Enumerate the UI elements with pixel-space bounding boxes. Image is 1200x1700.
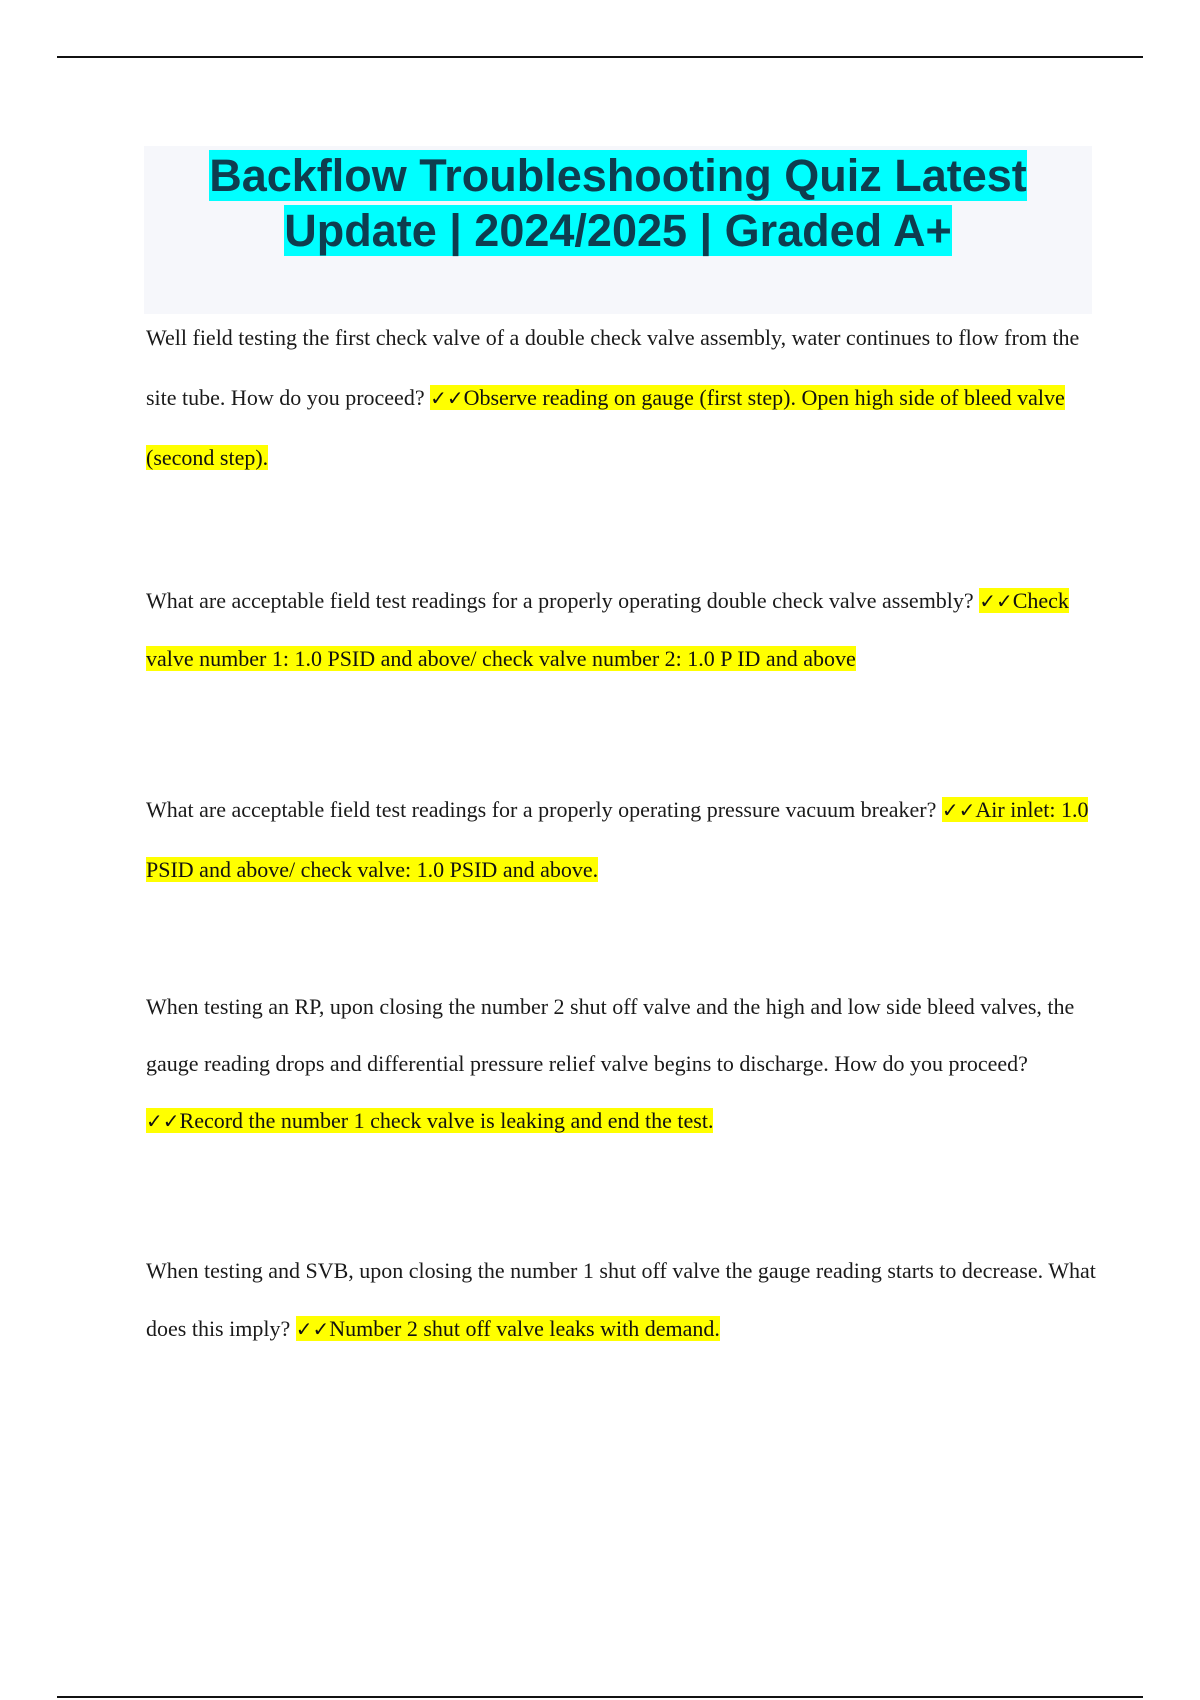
title-block <box>144 146 1092 314</box>
header-rule <box>57 56 1143 58</box>
check-mark-icon: ✓✓ <box>430 386 464 410</box>
answer-highlight <box>296 1316 720 1341</box>
document-title <box>144 146 1092 258</box>
question-text: Well field testing the first check valve of a double check valve assembly, water continues to flow from the site tube. How do you proceed? <box>146 325 1080 410</box>
qa-item-4 <box>146 978 1096 1150</box>
answer-text: Observe reading on gauge (first step). Open high side of bleed valve (second step). <box>146 385 1065 470</box>
answer-text: Check valve number 1: 1.0 PSID and above/ check valve number 2: 1.0 P ID and above <box>146 588 1069 671</box>
qa-item-3 <box>146 780 1096 900</box>
answer-text: Record the number 1 check valve is leaking and end the test. <box>179 1108 714 1133</box>
title-line-1: Backflow Troubleshooting Quiz Latest <box>209 150 1027 201</box>
check-mark-icon: ✓✓ <box>146 1109 180 1133</box>
question-text: When testing and SVB, upon closing the number 1 shut off valve the gauge reading starts to decrease. What does this imply? <box>146 1258 1096 1341</box>
qa-item-2 <box>146 572 1096 688</box>
check-mark-icon: ✓✓ <box>295 1317 330 1341</box>
question-text: What are acceptable field test readings for a properly operating double check valve assembly? <box>146 588 980 613</box>
answer-text: Air inlet: 1.0 PSID and above/ check valve: 1.0 PSID and above. <box>146 797 1089 882</box>
question-text: When testing an RP, upon closing the number 2 shut off valve and the high and low side bleed valves, the gauge reading drops and differential pressure relief valve begins to discharge. How do you proceed? <box>146 994 1075 1076</box>
title-line-2: Update | 2024/2025 | Graded A+ <box>284 205 952 256</box>
answer-text: Number 2 shut off valve leaks with demand. <box>329 1316 720 1341</box>
answer-highlight <box>146 1108 713 1133</box>
qa-item-5 <box>146 1242 1096 1358</box>
footer-rule <box>57 1696 1143 1698</box>
qa-item-1 <box>146 308 1096 488</box>
check-mark-icon: ✓✓ <box>979 589 1013 613</box>
question-text: What are acceptable field test readings for a properly operating pressure vacuum breaker? <box>146 797 942 822</box>
check-mark-icon: ✓✓ <box>941 798 976 822</box>
